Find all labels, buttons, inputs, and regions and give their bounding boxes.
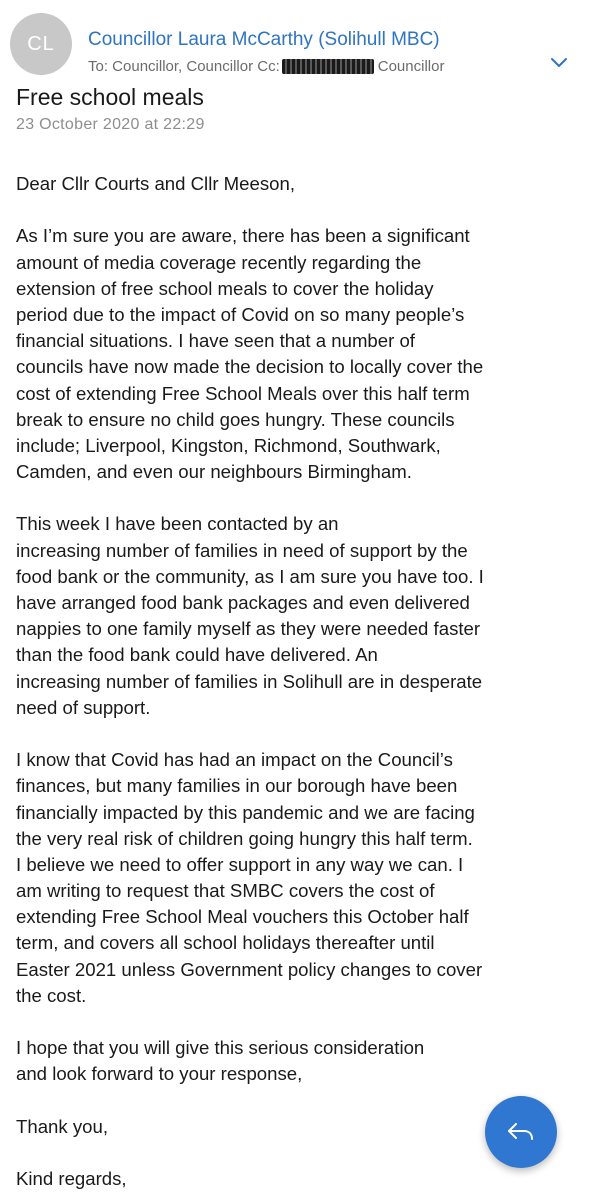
body-line: need of support.	[16, 696, 151, 718]
body-line: I believe we need to offer support in any way we can. I	[16, 853, 464, 875]
body-line: the very real risk of children going hungry this half term.	[16, 827, 473, 849]
body-line: period due to the impact of Covid on so many people’s	[16, 303, 465, 325]
email-subject: Free school meals	[16, 84, 204, 110]
paragraph-gap	[16, 1009, 578, 1035]
body-line: increasing number of families in need of support by the	[16, 539, 468, 561]
body-line: Kind regards,	[16, 1168, 127, 1190]
recipients-line[interactable]	[88, 58, 444, 75]
recipients-to: To: Councillor, Councillor Cc:	[88, 58, 280, 75]
body-line: increasing number of families in Solihull are in desperate	[16, 670, 483, 692]
body-line: extending Free School Meal vouchers this October half	[16, 906, 469, 928]
sender-name[interactable]: Councillor Laura McCarthy (Solihull MBC)	[88, 29, 440, 50]
body-line: As I’m sure you are aware, there has been a significant	[16, 225, 470, 247]
body-line: amount of media coverage recently regarding the	[16, 251, 422, 273]
reply-button[interactable]	[485, 1096, 557, 1168]
paragraph-gap	[16, 485, 578, 511]
body-line: am writing to request that SMBC covers the cost of	[16, 880, 435, 902]
sender-avatar[interactable]	[10, 13, 72, 75]
email-body	[16, 171, 578, 1192]
body-line: the cost.	[16, 984, 87, 1006]
body-line: nappies to one family myself as they were needed faster	[16, 618, 481, 640]
redacted-recipient	[282, 59, 374, 74]
body-line: cost of extending Free School Meals over this half term	[16, 382, 470, 404]
reply-icon	[506, 1120, 536, 1144]
body-line: than the food bank could have delivered. An	[16, 644, 378, 666]
paragraph-gap	[16, 197, 578, 223]
avatar-initials: CL	[27, 32, 55, 55]
body-line: food bank or the community, as I am sure you have too. I	[16, 565, 484, 587]
body-line: have arranged food bank packages and even delivered	[16, 592, 470, 613]
body-line: and look forward to your response,	[16, 1063, 303, 1085]
body-line: councils have now made the decision to locally cover the	[16, 356, 484, 378]
body-line: This week I have been contacted by an	[16, 513, 339, 535]
body-line: financially impacted by this pandemic and we are facing	[16, 801, 475, 823]
body-line: Thank you,	[16, 1115, 108, 1137]
body-line: Dear Cllr Courts and Cllr Meeson,	[16, 173, 295, 194]
paragraph-gap	[16, 721, 578, 747]
chevron-down-icon[interactable]	[550, 57, 568, 69]
body-line: I hope that you will give this serious consideration	[16, 1037, 425, 1059]
body-line: break to ensure no child goes hungry. These councils	[16, 408, 455, 430]
body-line: include; Liverpool, Kingston, Richmond, Southwark,	[16, 434, 441, 456]
body-line: finances, but many families in our borough have been	[16, 775, 458, 797]
body-line: Easter 2021 unless Government policy changes to cover	[16, 958, 483, 980]
recipients-cc-last: Councillor	[377, 58, 445, 75]
body-line: financial situations. I have seen that a number of	[16, 330, 415, 352]
body-line: extension of free school meals to cover the holiday	[16, 277, 434, 299]
body-line: term, and covers all school holidays thereafter until	[16, 932, 435, 954]
email-date: 23 October 2020 at 22:29	[16, 116, 205, 133]
body-line: Camden, and even our neighbours Birmingham.	[16, 461, 412, 483]
body-line: I know that Covid has had an impact on the Council’s	[16, 749, 453, 771]
